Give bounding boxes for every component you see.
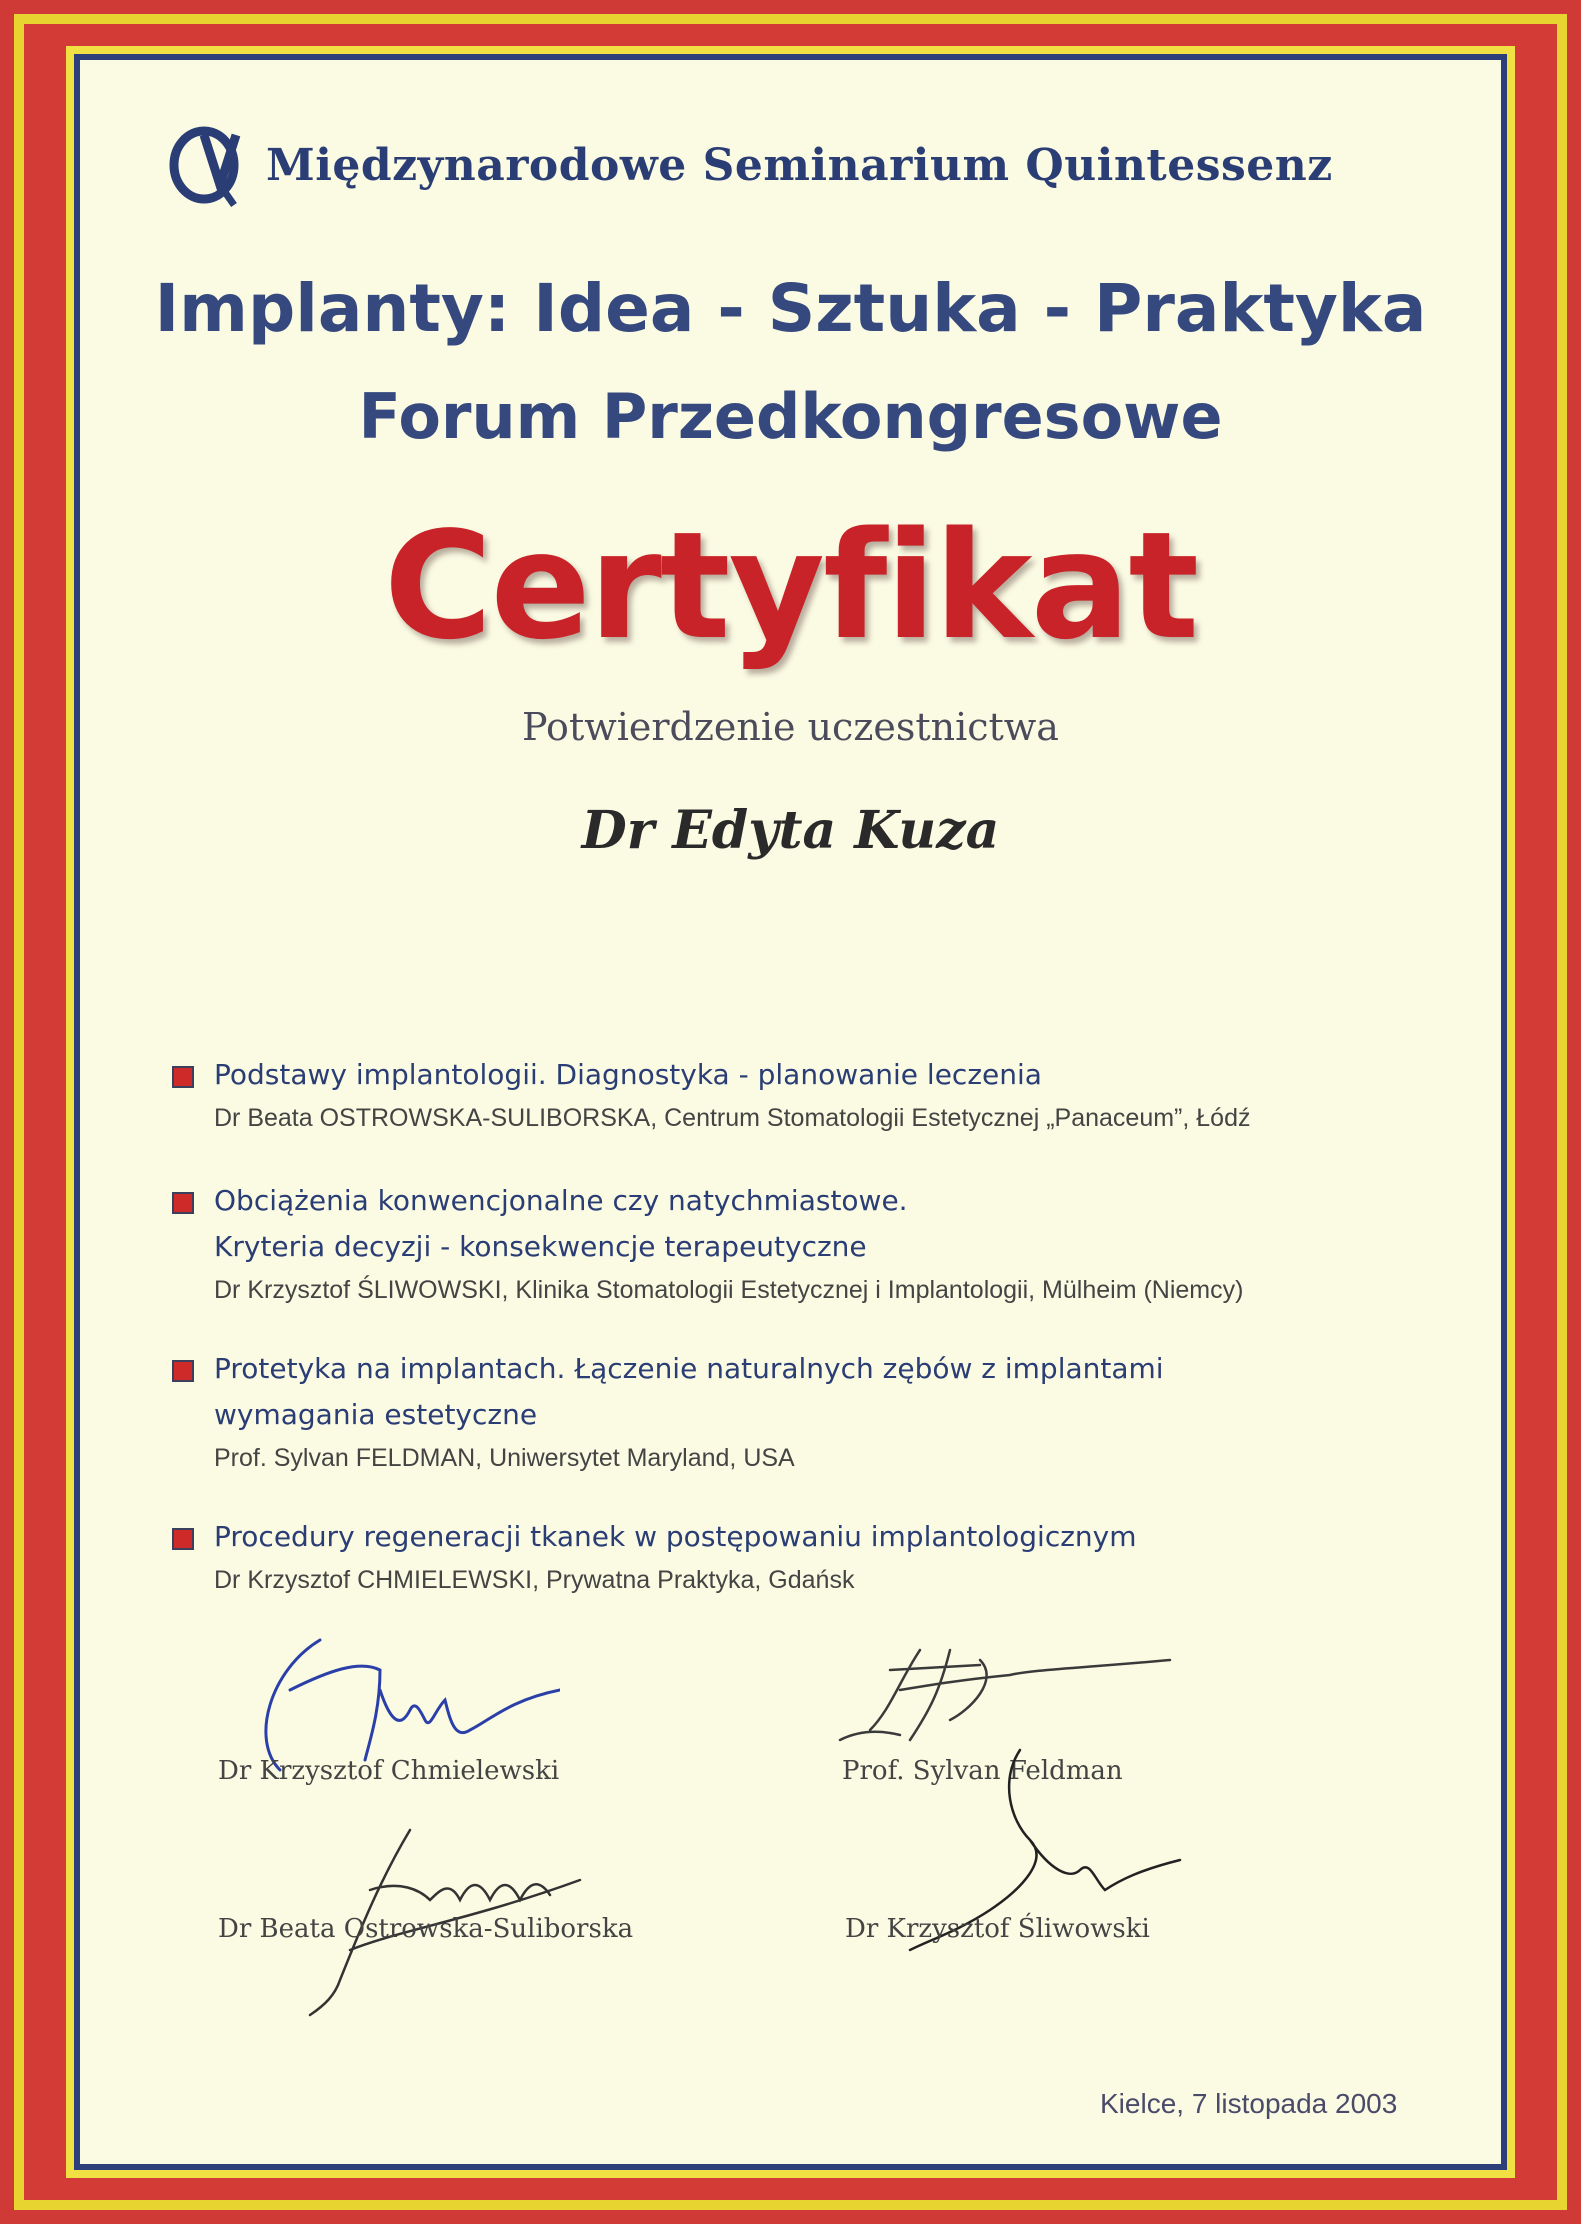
topic-title: Podstawy implantologii. Diagnostyka - planowanie leczenia bbox=[214, 1058, 1042, 1091]
signature-name-sliwowski: Dr Krzysztof Śliwowski bbox=[845, 1914, 1150, 1944]
topic-title: Obciążenia konwencjonalne czy natychmiastowe. bbox=[214, 1184, 908, 1217]
place-and-date: Kielce, 7 listopada 2003 bbox=[1100, 2088, 1398, 2119]
organization-name: Międzynarodowe Seminarium Quintessenz bbox=[266, 139, 1333, 191]
header bbox=[168, 120, 1333, 210]
bullet-square-icon bbox=[172, 1192, 194, 1214]
topic-item bbox=[172, 1178, 1452, 1310]
topic-title: Procedury regeneracji tkanek w postępowaniu implantologicznym bbox=[214, 1520, 1137, 1553]
topic-title-line2: wymagania estetyczne bbox=[214, 1398, 538, 1431]
event-title: Implanty: Idea - Sztuka - Praktyka bbox=[154, 270, 1427, 347]
topic-speaker: Dr Krzysztof ŚLIWOWSKI, Klinika Stomatologii Estetycznej i Implantologii, Mülheim (Niemcy) bbox=[214, 1276, 1244, 1304]
certificate-heading: Certyfikat bbox=[383, 500, 1198, 672]
participant-name: Dr Edyta Kuza bbox=[581, 800, 1000, 861]
topic-speaker: Dr Krzysztof CHMIELEWSKI, Prywatna Praktyka, Gdańsk bbox=[214, 1566, 855, 1594]
event-subtitle: Forum Przedkongresowe bbox=[358, 380, 1223, 453]
topic-item bbox=[172, 1514, 1452, 1600]
topic-speaker: Prof. Sylvan FELDMAN, Uniwersytet Maryland, USA bbox=[214, 1444, 795, 1472]
quintessenz-logo-icon bbox=[168, 123, 260, 207]
bullet-square-icon bbox=[172, 1066, 194, 1088]
bullet-square-icon bbox=[172, 1528, 194, 1550]
signature-name-feldman: Prof. Sylvan Feldman bbox=[842, 1756, 1123, 1786]
certificate-subheading: Potwierdzenie uczestnictwa bbox=[522, 705, 1059, 749]
topic-item bbox=[172, 1052, 1452, 1138]
topic-item bbox=[172, 1346, 1452, 1478]
topic-title-line2: Kryteria decyzji - konsekwencje terapeutyczne bbox=[214, 1230, 867, 1263]
topic-title: Protetyka na implantach. Łączenie naturalnych zębów z implantami bbox=[214, 1352, 1164, 1385]
signature-name-chmielewski: Dr Krzysztof Chmielewski bbox=[218, 1756, 560, 1786]
quintessenz-logo bbox=[168, 123, 260, 207]
bullet-square-icon bbox=[172, 1360, 194, 1382]
signature-name-ostrowska: Dr Beata Ostrowska-Suliborska bbox=[218, 1914, 634, 1944]
topic-speaker: Dr Beata OSTROWSKA-SULIBORSKA, Centrum Stomatologii Estetycznej „Panaceum”, Łódź bbox=[214, 1104, 1251, 1132]
